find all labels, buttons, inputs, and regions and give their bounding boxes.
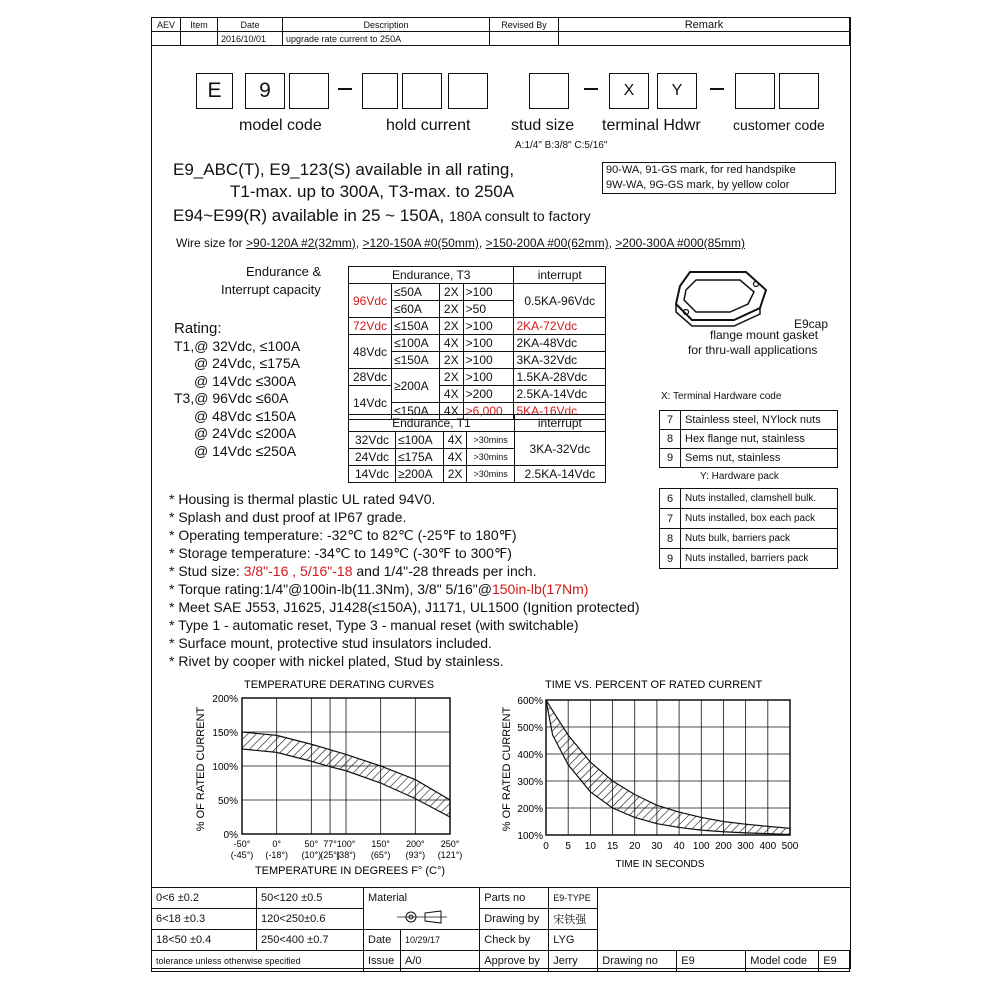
note-surface-mount: * Surface mount, protective stud insulators included.: [169, 635, 492, 651]
terminal-hw-desc: Sems nut, stainless: [681, 449, 838, 468]
note-housing: * Housing is thermal plastic UL rated 94V0.: [169, 491, 436, 507]
rev-remark: [559, 32, 850, 46]
note-standards: * Meet SAE J553, J1625, J1428(≤150A), J1171, UL1500 (Ignition protected): [169, 599, 640, 615]
wire-size-line: Wire size for >90-120A #2(32mm), >120-150A #0(50mm), >150-200A #00(62mm), >200-300A #000(85mm): [176, 236, 746, 250]
t3-cell: 2X: [439, 301, 463, 318]
t1-cell: >30mins: [467, 449, 514, 466]
label-stud-size: stud size: [511, 117, 575, 134]
wire-size-2: >120-150A #0(50mm): [362, 236, 479, 250]
chart1-x-tick-celsius: (38°): [336, 850, 356, 860]
t1-cell: ≤175A: [396, 449, 444, 466]
rev-item: [181, 32, 218, 46]
t3-cell: ≤150A: [392, 318, 440, 335]
chart1-x-tick-label: 150°: [371, 839, 390, 849]
model-code-label: Model code: [746, 951, 819, 972]
mark-legend-box: [602, 162, 836, 194]
note-stud-size-b: 3/8"-16 , 5/16"-18: [243, 563, 353, 579]
issue-label: Issue: [364, 951, 401, 972]
terminal-hw-table: [659, 410, 838, 468]
t3-cell: ≤150A: [392, 403, 440, 420]
rating-line: @ 14Vdc ≤300A: [194, 372, 297, 389]
t3-cell: >100: [463, 318, 514, 335]
chart1-x-tick-celsius: (-18°): [265, 850, 288, 860]
approve-by-value: Jerry: [549, 951, 598, 972]
pn-prefix-box: E: [196, 73, 233, 109]
rev-revised-by: [490, 32, 559, 46]
wire-size-4: >200-300A #000(85mm): [615, 236, 746, 250]
t3-interrupt-14: 2.5KA-14Vdc: [514, 386, 606, 403]
chart1-y-tick-label: 150%: [212, 728, 238, 739]
availability-line-1: E9_ABC(T), E9_123(S) available in all rating,: [173, 160, 515, 179]
pn-model-box: [289, 73, 329, 109]
drawing-by-value: 宋铁强: [549, 909, 598, 930]
t1-cell: 4X: [443, 449, 467, 466]
rating-block: [174, 320, 300, 460]
t1-cell: 24Vdc: [349, 449, 396, 466]
rating-title: Rating:: [174, 320, 222, 337]
chart2-x-tick-label: 5: [565, 841, 571, 852]
hw-pack-code: 7: [660, 509, 681, 529]
revision-table: [151, 17, 850, 46]
chart2-x-tick-label: 300: [737, 841, 754, 852]
note-torque: [169, 580, 640, 598]
rating-line: @ 48Vdc ≤150A: [194, 407, 297, 424]
gasket-illustration: [672, 268, 772, 330]
date-label: Date: [364, 930, 401, 951]
chart2-x-tick-label: 0: [543, 841, 549, 852]
chart1-x-tick-celsius: (25°): [320, 850, 340, 860]
rating-line: T1,@ 32Vdc, ≤100A: [174, 337, 301, 354]
t3-cell: 2X: [439, 284, 463, 301]
chart1-x-tick-celsius: (65°): [370, 850, 391, 860]
t3-cell: 4X: [439, 335, 463, 352]
t1-interrupt-32: 3KA-32Vdc: [514, 432, 605, 466]
chart1-x-tick-celsius: (-45°): [230, 850, 254, 860]
note-stud-size: [169, 562, 640, 580]
t3-cell: ≤50A: [392, 284, 440, 301]
chart2-x-tick-label: 100: [692, 841, 710, 852]
rating-line: T3,@ 96Vdc ≤60A: [174, 390, 289, 406]
t3-cell: 2X: [439, 352, 463, 369]
tolerance-note: tolerance unless otherwise specified: [152, 951, 364, 972]
wire-size-3: >150-200A #00(62mm): [485, 236, 609, 250]
chart1-x-tick-label: 250°: [440, 839, 460, 849]
t3-volt-48: 48Vdc: [349, 335, 392, 369]
chart1-x-ticks: [231, 839, 463, 860]
notes-block: [169, 490, 640, 670]
mark-legend-yellow: 9W-WA, 9G-GS mark, by yellow color: [606, 179, 790, 191]
model-code-value: E9: [819, 951, 850, 972]
chart2-x-ticks: [543, 841, 799, 852]
terminal-hw-code: 8: [660, 430, 681, 449]
stud-size-note: A:1/4" B:3/8" C:5/16": [515, 140, 608, 151]
t3-interrupt-96: 0.5KA-96Vdc: [514, 284, 606, 318]
chart2-y-tick-label: 400%: [517, 750, 543, 761]
hw-pack-desc: Nuts installed, clamshell bulk.: [681, 489, 838, 509]
chart1-y-tick-label: 0%: [223, 830, 238, 841]
note-storage-temp: * Storage temperature: -34℃ to 149℃ (-30℉ to 300℉): [169, 545, 512, 561]
chart1-x-tick-celsius: (10°): [301, 850, 322, 860]
pn-hold-box-2: [402, 73, 442, 109]
tolerance-cell: 120<250±0.6: [257, 909, 364, 930]
pn-dash-1: [338, 88, 352, 90]
t3-cell: >6,000: [463, 403, 514, 420]
parts-no-value: E9-TYPE: [549, 888, 598, 909]
temperature-derating-chart: [180, 674, 480, 880]
note-reset-type: * Type 1 - automatic reset, Type 3 - manual reset (with switchable): [169, 617, 579, 633]
endurance-t3-table: [348, 266, 606, 420]
pn-dash-2: [584, 88, 598, 90]
chart1-x-tick-celsius: (93°): [405, 850, 426, 860]
drawing-no-value: E9: [677, 951, 746, 972]
t3-cell: ≤150A: [392, 352, 440, 369]
chart2-ylabel: % OF RATED CURRENT: [501, 706, 513, 832]
pn-dash-3: [710, 88, 724, 90]
t3-cell: 2X: [439, 318, 463, 335]
chart2-x-tick-label: 30: [651, 841, 663, 852]
t3-interrupt-28: 1.5KA-28Vdc: [514, 369, 606, 386]
drawing-no-label: Drawing no: [598, 951, 677, 972]
t1-header: Endurance, T1: [349, 415, 515, 432]
pn-x-box: X: [609, 73, 649, 109]
t3-volt-14: 14Vdc: [349, 386, 392, 420]
hw-pack-code: 6: [660, 489, 681, 509]
t3-volt-96: 96Vdc: [349, 284, 392, 318]
terminal-hw-code: 9: [660, 449, 681, 468]
chart2-y-tick-label: 600%: [517, 696, 543, 707]
pn-stud-box: [529, 73, 569, 109]
note-rivet: * Rivet by cooper with nickel plated, Stud by stainless.: [169, 653, 504, 669]
terminal-hw-code: 7: [660, 411, 681, 430]
chart1-x-tick-label: 100°: [336, 839, 356, 849]
wire-size-prefix: Wire size for: [176, 236, 243, 250]
t3-cell: >50: [463, 301, 514, 318]
pn-hold-box-1: [362, 73, 398, 109]
wire-size-1: >90-120A #2(32mm): [246, 236, 356, 250]
hw-pack-desc: Nuts installed, box each pack: [681, 509, 838, 529]
tolerance-cell: 50<120 ±0.5: [257, 888, 364, 909]
rev-description: upgrade rate current to 250A: [283, 32, 490, 46]
tolerance-cell: 250<400 ±0.7: [257, 930, 364, 951]
t3-cell: ≤60A: [392, 301, 440, 318]
chart1-xlabel: TEMPERATURE IN DEGREES F° (C°): [254, 865, 446, 877]
cap-name: E9cap: [794, 317, 829, 331]
t3-header: Endurance, T3: [349, 267, 514, 284]
chart2-y-tick-label: 100%: [517, 831, 543, 842]
chart1-y-ticks: [212, 694, 238, 841]
title-block-blank: [598, 930, 850, 951]
chart2-xlabel: TIME IN SECONDS: [615, 859, 705, 870]
cap-line-1: flange mount gasket: [710, 328, 819, 342]
terminal-hw-desc: Hex flange nut, stainless: [681, 430, 838, 449]
t3-cell: >100: [463, 335, 514, 352]
t1-interrupt-14: 2.5KA-14Vdc: [514, 466, 605, 483]
availability-line-2: T1-max. up to 300A, T3-max. to 250A: [230, 182, 515, 201]
tolerance-cell: 18<50 ±0.4: [152, 930, 257, 951]
chart1-y-tick-label: 100%: [212, 762, 238, 773]
chart1-ylabel: % OF RATED CURRENT: [195, 706, 207, 832]
chart2-y-tick-label: 300%: [517, 777, 543, 788]
t1-cell: 32Vdc: [349, 432, 396, 449]
t1-cell: 4X: [443, 432, 467, 449]
rating-line: @ 24Vdc, ≤175A: [194, 355, 300, 371]
label-terminal-hdwr: terminal Hdwr: [602, 117, 701, 134]
chart2-x-tick-label: 15: [606, 841, 619, 852]
chart1-y-tick-label: 50%: [217, 796, 238, 807]
issue-value: A/0: [401, 951, 480, 972]
chart2-y-tick-label: 500%: [517, 723, 543, 734]
t3-cell: 2X: [439, 369, 463, 386]
check-by-label: Check by: [480, 930, 549, 951]
note-ip67: * Splash and dust proof at IP67 grade.: [169, 509, 407, 525]
t3-cell: 4X: [439, 386, 463, 403]
t1-cell: ≥200A: [396, 466, 444, 483]
chart2-band-area: [546, 700, 790, 834]
rev-header-remark: Remark: [559, 18, 850, 32]
endurance-label-1: Endurance &: [246, 264, 322, 279]
pn-hold-box-3: [448, 73, 488, 109]
hw-pack-table: [659, 488, 838, 569]
endurance-label-2: Interrupt capacity: [221, 282, 321, 297]
t3-cell: >100: [463, 369, 514, 386]
t3-cell: >100: [463, 284, 514, 301]
t1-cell: 14Vdc: [349, 466, 396, 483]
hw-pack-code: 9: [660, 549, 681, 569]
pn-digit-box: 9: [245, 73, 285, 109]
projection-symbol: [364, 909, 480, 930]
t3-cell: 4X: [439, 403, 463, 420]
chart1-x-tick-label: 50°: [304, 839, 319, 849]
time-vs-current-chart: [490, 674, 800, 874]
t3-volt-72: 72Vdc: [349, 318, 392, 335]
pn-customer-box-1: [735, 73, 775, 109]
t3-interrupt-16: 5KA-16Vdc: [514, 403, 606, 420]
terminal-hw-title: X: Terminal Hardware code: [661, 391, 782, 402]
t3-cell: >200: [463, 386, 514, 403]
availability-line-3-main: E94~E99(R) available in 25 ~ 150A,: [173, 206, 445, 225]
t3-cell: ≤100A: [392, 335, 440, 352]
chart1-x-tick-label: 0°: [272, 839, 281, 849]
t3-interrupt-48: 2KA-48Vdc: [514, 335, 606, 352]
chart1-x-tick-label: 200°: [406, 839, 425, 849]
t1-interrupt-header: interrupt: [514, 415, 605, 432]
rating-line: @ 14Vdc ≤250A: [194, 442, 297, 459]
check-by-value: LYG: [549, 930, 598, 951]
chart2-x-tick-label: 20: [629, 841, 641, 852]
chart2-title: TIME VS. PERCENT OF RATED CURRENT: [545, 679, 763, 691]
cap-line-2: for thru-wall applications: [688, 343, 818, 357]
t1-cell: >30mins: [467, 432, 514, 449]
pn-customer-box-2: [779, 73, 819, 109]
note-operating-temp: * Operating temperature: -32℃ to 82℃ (-25℉ to 180℉): [169, 527, 517, 543]
chart2-x-tick-label: 40: [673, 841, 685, 852]
availability-line-3-note: 180A consult to factory: [448, 208, 591, 224]
note-torque-a: * Torque rating:1/4"@100in-lb(11.3Nm), 3/8" 5/16"@: [169, 581, 492, 597]
rev-header-description: Description: [283, 18, 490, 32]
rev-header-date: Date: [218, 18, 283, 32]
chart1-x-tick-label: -50°: [233, 839, 251, 849]
rev-header-revised-by: Revised By: [490, 18, 559, 32]
title-block-blank: [598, 888, 850, 909]
label-hold-current: hold current: [386, 117, 471, 134]
chart1-y-tick-label: 200%: [212, 694, 238, 705]
rev-header-aev: AEV: [152, 18, 181, 32]
t3-volt-28: 28Vdc: [349, 369, 392, 386]
material-label: Material: [364, 888, 480, 909]
rating-line: @ 24Vdc ≤200A: [194, 425, 297, 441]
chart1-x-tick-label: 77°: [323, 839, 337, 849]
pn-y-box: Y: [657, 73, 697, 109]
chart2-x-tick-label: 400: [759, 841, 777, 852]
chart2-band-group: [546, 700, 790, 834]
t3-rating-200: ≥200A: [392, 369, 440, 403]
hw-pack-code: 8: [660, 529, 681, 549]
availability-line-3: [173, 206, 591, 226]
t3-interrupt-32: 3KA-32Vdc: [514, 352, 606, 369]
title-block: [151, 887, 850, 972]
label-customer-code: customer code: [733, 117, 825, 133]
endurance-t1-table: [348, 414, 606, 483]
rev-date: 2016/10/01: [218, 32, 283, 46]
t1-cell: >30mins: [467, 466, 514, 483]
mark-legend-red: 90-WA, 91-GS mark, for red handspike: [606, 164, 796, 176]
chart1-title: TEMPERATURE DERATING CURVES: [244, 679, 435, 691]
title-block-blank: [598, 909, 850, 930]
date-value: 10/29/17: [401, 930, 480, 951]
t3-interrupt-72: 2KA-72Vdc: [514, 318, 606, 335]
t3-cell: >100: [463, 352, 514, 369]
chart2-x-tick-label: 200: [715, 841, 732, 852]
label-model-code: model code: [239, 117, 322, 134]
terminal-hw-desc: Stainless steel, NYlock nuts: [681, 411, 838, 430]
drawing-by-label: Drawing by: [480, 909, 549, 930]
chart1-x-tick-celsius: (121°): [437, 850, 463, 860]
chart2-y-tick-label: 200%: [517, 804, 543, 815]
chart2-x-tick-label: 10: [584, 841, 596, 852]
rev-aev: [152, 32, 181, 46]
t1-cell: ≤100A: [396, 432, 444, 449]
tolerance-cell: 6<18 ±0.3: [152, 909, 257, 930]
t3-interrupt-header: interrupt: [514, 267, 606, 284]
hw-pack-desc: Nuts bulk, barriers pack: [681, 529, 838, 549]
tolerance-cell: 0<6 ±0.2: [152, 888, 257, 909]
rev-header-item: Item: [181, 18, 218, 32]
hw-pack-desc: Nuts installed, barriers pack: [681, 549, 838, 569]
approve-by-label: Approve by: [480, 951, 549, 972]
t1-cell: 2X: [443, 466, 467, 483]
chart2-x-tick-label: 500: [781, 841, 799, 852]
note-torque-b: 150in-lb(17Nm): [491, 581, 589, 597]
note-stud-size-a: * Stud size:: [169, 563, 244, 579]
hw-pack-title: Y: Hardware pack: [700, 471, 779, 482]
third-angle-projection-icon: [397, 910, 447, 924]
note-stud-size-c: and 1/4"-28 threads per inch.: [352, 563, 537, 579]
chart2-y-ticks: [517, 696, 543, 842]
parts-no-label: Parts no: [480, 888, 549, 909]
